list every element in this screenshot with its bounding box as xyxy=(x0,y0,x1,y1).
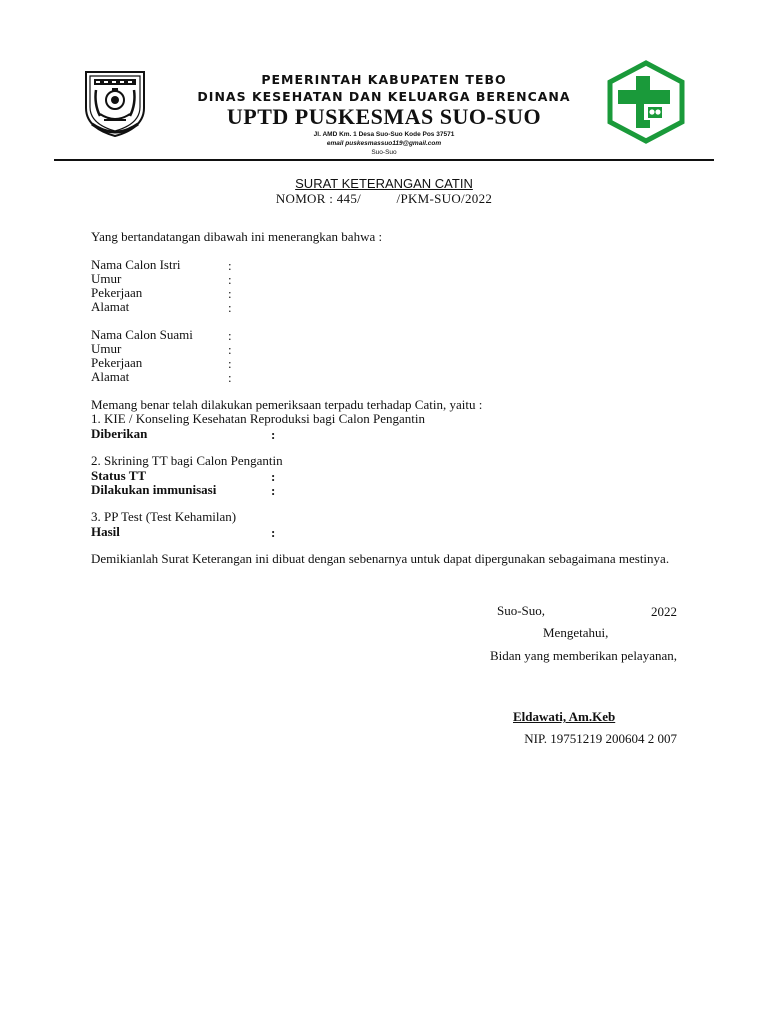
groom-job-colon: : xyxy=(228,356,232,371)
header-email xyxy=(150,140,618,147)
groom-name-label: Nama Calon Suami xyxy=(91,327,193,342)
item3-result-label: Hasil xyxy=(91,524,120,539)
bride-age-label: Umur xyxy=(91,271,122,286)
item3-colon: : xyxy=(271,525,276,540)
header-institution: UPTD PUSKESMAS SUO-SUO xyxy=(226,104,542,129)
groom-age-colon: : xyxy=(228,342,232,357)
closing-paragraph: Demikianlah Surat Keterangan ini dibuat dengan sebenarnya untuk dapat dipergunakan sebagaimana mestinya. xyxy=(91,551,670,566)
item1-heading: 1. KIE / Konseling Kesehatan Reproduksi bagi Calon Pengantin xyxy=(91,411,425,426)
header-divider xyxy=(54,159,714,161)
item1-field-label: Diberikan xyxy=(91,426,148,441)
bride-job-label: Pekerjaan xyxy=(91,285,143,300)
letter-number: NOMOR : 445/ /PKM-SUO/2022 xyxy=(275,191,493,206)
header-email-prefix: email xyxy=(326,140,346,147)
header-city: Suo-Suo xyxy=(371,149,397,156)
bride-name-label: Nama Calon Istri xyxy=(91,257,181,272)
item2-immunization-colon: : xyxy=(271,483,276,498)
groom-address-label: Alamat xyxy=(91,369,130,384)
signature-place: Suo-Suo, xyxy=(497,603,546,618)
item2-status-label: Status TT xyxy=(91,468,147,483)
letter-title: SURAT KETERANGAN CATIN xyxy=(295,176,473,191)
groom-name-colon: : xyxy=(228,328,232,343)
item3-heading: 3. PP Test (Test Kehamilan) xyxy=(91,509,237,524)
exam-intro: Memang benar telah dilakukan pemeriksaan terpadu terhadap Catin, yaitu : xyxy=(91,397,483,412)
signatory-nip: NIP. 19751219 200604 2 007 xyxy=(524,731,677,746)
item2-heading: 2. Skrining TT bagi Calon Pengantin xyxy=(91,453,283,468)
signature-acknowledged: Mengetahui, xyxy=(543,625,609,640)
regency-emblem-icon xyxy=(80,64,150,138)
item1-colon: : xyxy=(271,427,276,442)
signature-role: Bidan yang memberikan pelayanan, xyxy=(490,648,677,663)
header-government: PEMERINTAH KABUPATEN TEBO xyxy=(261,72,507,87)
groom-age-label: Umur xyxy=(91,341,122,356)
item2-status-colon: : xyxy=(271,469,276,484)
groom-job-label: Pekerjaan xyxy=(91,355,143,370)
header-address: Jl. AMD Km. 1 Desa Suo-Suo Kode Pos 37571 xyxy=(313,131,455,138)
header-department: DINAS KESEHATAN DAN KELUARGA BERENCANA xyxy=(197,89,571,104)
intro-text: Yang bertandatangan dibawah ini menerangkan bahwa : xyxy=(91,229,383,244)
bride-job-colon: : xyxy=(228,286,232,301)
item2-immunization-label: Dilakukan immunisasi xyxy=(91,482,217,497)
bride-address-colon: : xyxy=(228,300,232,315)
bride-name-colon: : xyxy=(228,258,232,273)
signatory-name: Eldawati, Am.Keb xyxy=(513,709,616,724)
bride-address-label: Alamat xyxy=(91,299,130,314)
header-email-address: puskesmassuo119@gmail.com xyxy=(345,140,442,147)
bride-age-colon: : xyxy=(228,272,232,287)
groom-address-colon: : xyxy=(228,370,232,385)
signature-year: 2022 xyxy=(651,604,677,619)
